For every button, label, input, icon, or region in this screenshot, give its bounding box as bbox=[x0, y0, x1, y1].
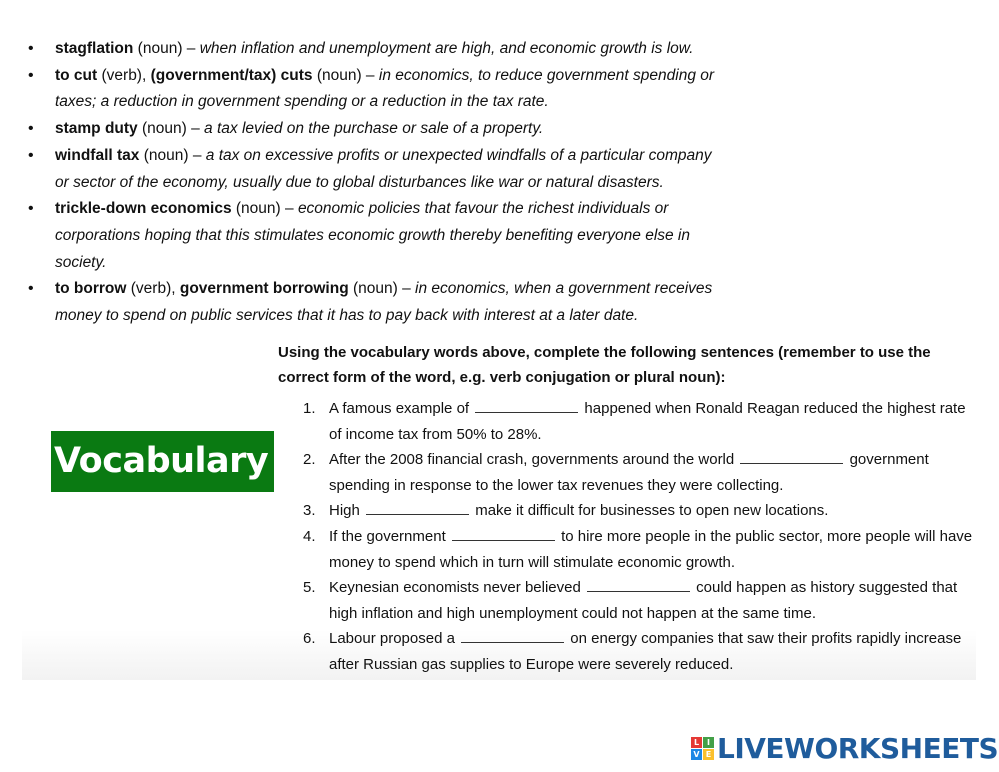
logo-tile: E bbox=[703, 749, 714, 760]
sentence-end: happened when Ronald Reagan reduced the highest rate of income tax from 50% to 28%. bbox=[329, 400, 966, 443]
vocabulary-term: (government/tax) cuts bbox=[150, 66, 313, 84]
exercise-item bbox=[300, 396, 976, 447]
word-class: (noun) – bbox=[348, 280, 416, 298]
exercise-number: 4. bbox=[303, 527, 316, 545]
sentence-end: could happen as history suggested that high inflation and high unemployment could not happen at the same time. bbox=[329, 579, 958, 622]
word-class: (noun) – bbox=[139, 146, 206, 164]
word-class: (verb), bbox=[97, 66, 151, 84]
brand-name: LIVEWORKSHEETS bbox=[717, 731, 999, 765]
word-class: (noun) – bbox=[231, 200, 298, 218]
vocabulary-list bbox=[28, 36, 728, 330]
vocabulary-item bbox=[28, 143, 728, 196]
exercise-item bbox=[300, 626, 976, 677]
sentence-end: make it difficult for businesses to open new locations. bbox=[471, 502, 829, 520]
sentence-end: to hire more people in the public sector, more people will have money to spend which in turn will stimulate economic growth. bbox=[329, 527, 973, 571]
exercise-number: 1. bbox=[303, 400, 316, 417]
vocabulary-item bbox=[28, 276, 728, 329]
exercise-item bbox=[300, 447, 976, 498]
vocabulary-definition: in economics, to reduce government spending or taxes; a reduction in government spending or a reduction in the tax rate. bbox=[55, 66, 715, 111]
sentence-start: Labour proposed a bbox=[329, 630, 460, 648]
vocabulary-term: trickle-down economics bbox=[55, 200, 232, 218]
vocabulary-item bbox=[28, 36, 728, 63]
vocabulary-definition: when inflation and unemployment are high, and economic growth is low. bbox=[199, 40, 694, 57]
liveworksheets-icon bbox=[691, 737, 714, 760]
exercise-number: 5. bbox=[303, 579, 316, 597]
sentence-start: Keynesian economists never believed bbox=[329, 579, 585, 597]
vocabulary-definition: economic policies that favour the richest individuals or corporations hoping that this stimulates economic growth thereby benefiting everyone else in society. bbox=[55, 200, 691, 271]
sentence-start: If the government bbox=[329, 527, 450, 545]
vocabulary-term: government borrowing bbox=[179, 280, 349, 298]
exercise-instructions: Using the vocabulary words above, complete the following sentences (remember to use the correct form of the word, e.g. verb conjugation or plural noun): bbox=[278, 344, 931, 386]
answer-blank[interactable] bbox=[461, 629, 564, 643]
vocabulary-definition: a tax on excessive profits or unexpected windfalls of a particular company or sector of the economy, usually due to global disturbances like war or natural disasters. bbox=[55, 146, 712, 191]
vocabulary-term: stagflation bbox=[55, 40, 134, 57]
exercise-number: 2. bbox=[303, 451, 316, 469]
answer-blank[interactable] bbox=[587, 578, 690, 592]
sentence-start: High bbox=[329, 502, 365, 520]
answer-blank[interactable] bbox=[366, 501, 469, 515]
answer-blank[interactable] bbox=[452, 527, 555, 541]
logo-tile: L bbox=[691, 737, 702, 748]
word-class: (noun) – bbox=[137, 120, 205, 138]
vocabulary-definition: a tax levied on the purchase or sale of a property. bbox=[204, 120, 544, 138]
exercise-number: 6. bbox=[303, 630, 316, 648]
vocabulary-badge: Vocabulary bbox=[51, 431, 274, 492]
word-class: (noun) – bbox=[133, 40, 200, 57]
exercise-list bbox=[300, 396, 976, 678]
sentence-start: After the 2008 financial crash, governments around the world bbox=[329, 451, 739, 469]
exercise-item bbox=[300, 498, 976, 524]
vocabulary-term: stamp duty bbox=[55, 120, 138, 138]
vocabulary-term: windfall tax bbox=[55, 146, 140, 164]
answer-blank[interactable] bbox=[740, 450, 843, 464]
logo-tile: I bbox=[703, 737, 714, 748]
exercise-number: 3. bbox=[303, 502, 316, 520]
vocabulary-item bbox=[28, 63, 728, 116]
vocabulary-term: to borrow bbox=[55, 280, 127, 298]
word-class: (noun) – bbox=[312, 66, 379, 84]
liveworksheets-logo bbox=[691, 731, 998, 765]
exercise-item bbox=[300, 524, 976, 575]
vocabulary-definition: in economics, when a government receives money to spend on public services that it has to pay back with interest at a later date. bbox=[55, 280, 713, 325]
sentence-end: on energy companies that saw their profits rapidly increase after Russian gas supplies to Europe were severely reduced. bbox=[329, 630, 962, 673]
logo-tile: V bbox=[691, 749, 702, 760]
exercise-item bbox=[300, 575, 976, 626]
answer-blank[interactable] bbox=[475, 399, 578, 413]
sentence-end: government spending in response to the lower tax revenues they were collecting. bbox=[329, 451, 929, 494]
vocabulary-item bbox=[28, 116, 728, 143]
word-class: (verb), bbox=[126, 280, 180, 298]
vocabulary-term: to cut bbox=[55, 66, 98, 84]
sentence-start: A famous example of bbox=[329, 400, 474, 417]
vocabulary-item bbox=[28, 196, 728, 276]
